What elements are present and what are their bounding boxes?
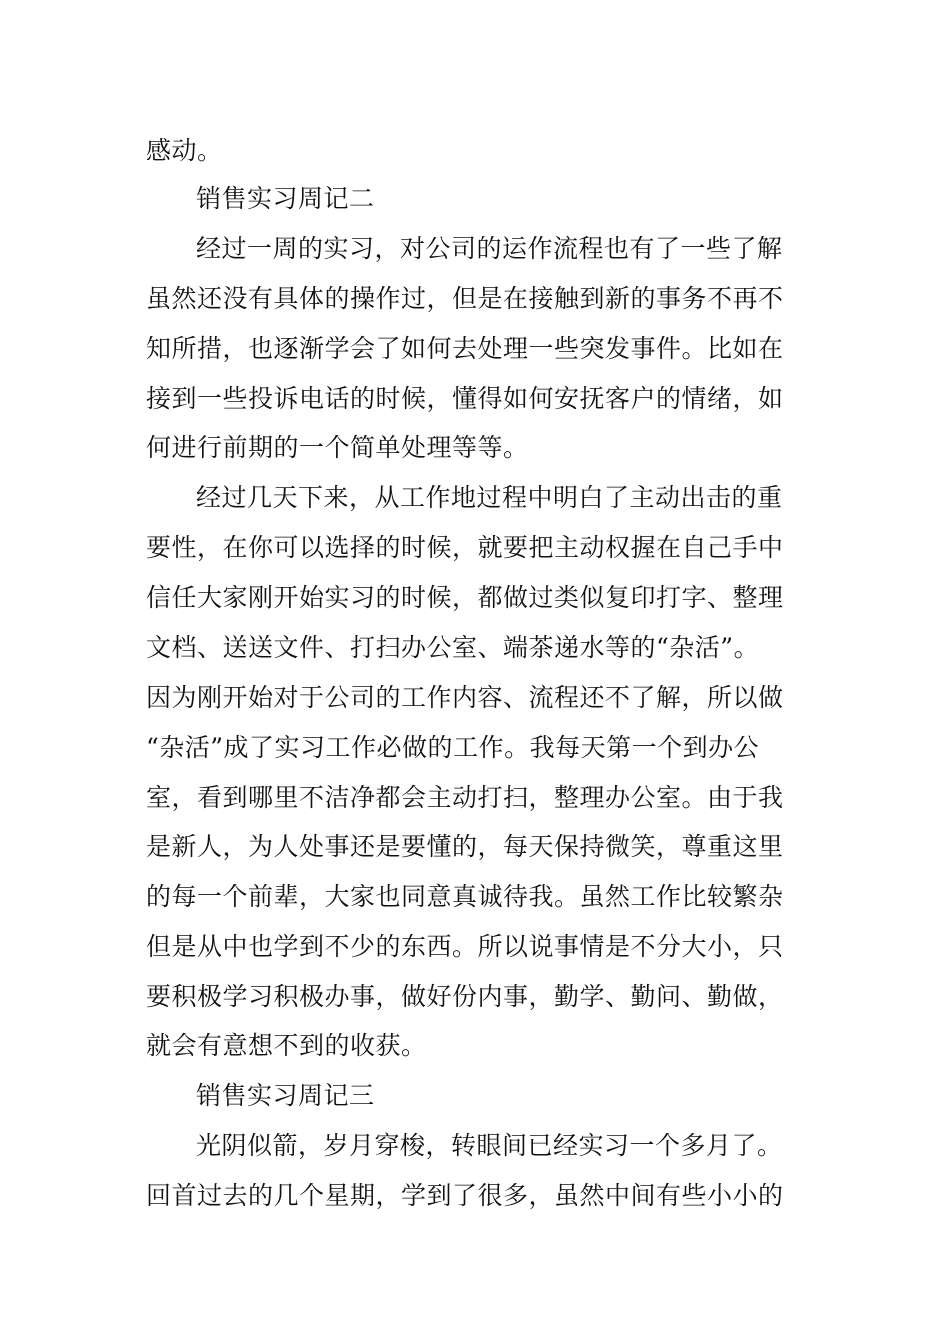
text-line: 何进行前期的一个简单处理等等。 [146, 433, 529, 462]
text-line: 文档、送送文件、打扫办公室、端茶递水等的“杂活”。 [146, 633, 760, 662]
text-line: 信任大家刚开始实习的时候，都做过类似复印打字、整理 [146, 583, 784, 612]
text-line: 回首过去的几个星期，学到了很多，虽然中间有些小小的 [146, 1181, 784, 1210]
text-line: 是新人，为人处事还是要懂的，每天保持微笑，尊重这里 [146, 832, 784, 861]
text-line: 虽然还没有具体的操作过，但是在接触到新的事务不再不 [146, 284, 784, 313]
text-line: 但是从中也学到不少的东西。所以说事情是不分大小，只 [146, 932, 784, 961]
text-line: 接到一些投诉电话的时候，懂得如何安抚客户的情绪，如 [146, 384, 784, 413]
text-line: 经过几天下来，从工作地过程中明白了主动出击的重 [196, 483, 783, 512]
text-line: 要性，在你可以选择的时候，就要把主动权握在自己手中 [146, 533, 784, 562]
text-line: “杂活”成了实习工作必做的工作。我每天第一个到办公 [146, 733, 760, 762]
section-heading-week-two: 销售实习周记二 [196, 184, 375, 213]
section-heading-week-three: 销售实习周记三 [196, 1081, 375, 1110]
text-line: 经过一周的实习，对公司的运作流程也有了一些了解 [196, 234, 783, 263]
text-line: 就会有意想不到的收获。 [146, 1031, 427, 1060]
text-line: 的每一个前辈，大家也同意真诚待我。虽然工作比较繁杂 [146, 882, 784, 911]
text-line: 感动。 [146, 136, 223, 165]
text-line: 知所措，也逐渐学会了如何去处理一些突发事件。比如在 [146, 334, 784, 363]
text-line: 因为刚开始对于公司的工作内容、流程还不了解，所以做 [146, 683, 784, 712]
text-line: 光阴似箭，岁月穿梭，转眼间已经实习一个多月了。 [196, 1131, 783, 1160]
text-line: 室，看到哪里不洁净都会主动打扫，整理办公室。由于我 [146, 783, 784, 812]
text-line: 要积极学习积极办事，做好份内事，勤学、勤问、勤做， [146, 982, 784, 1011]
